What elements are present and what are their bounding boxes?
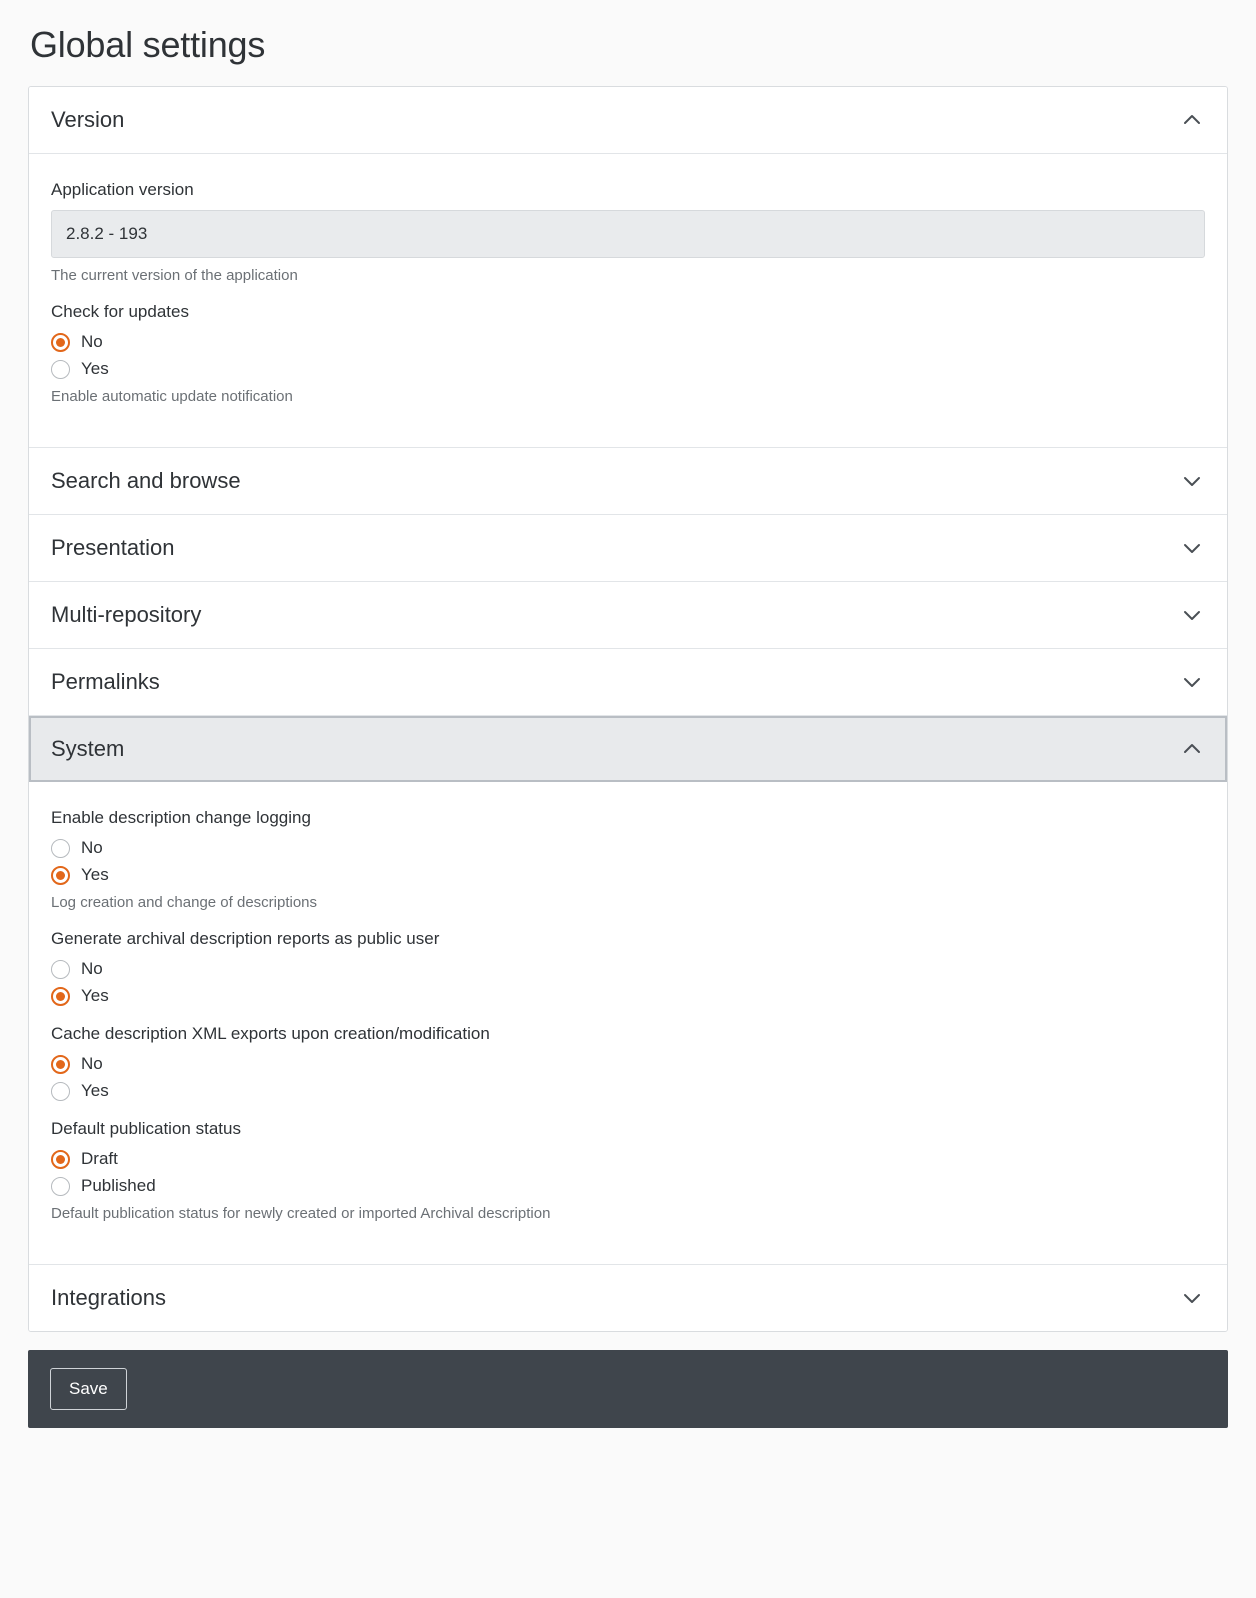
save-button[interactable]: Save: [50, 1368, 127, 1410]
section-header-version[interactable]: [29, 87, 1227, 154]
radio-label: Yes: [81, 1081, 109, 1100]
radio-icon[interactable]: [51, 839, 70, 858]
setting-label: Default publication status: [51, 1119, 241, 1138]
section-body-version: [29, 154, 1227, 448]
radio-label: No: [81, 332, 103, 351]
section-title-multi-repository: Multi-repository: [51, 602, 202, 627]
chevron-up-icon[interactable]: [1179, 736, 1205, 762]
section-header-integrations[interactable]: [29, 1265, 1227, 1331]
radio-icon[interactable]: [51, 360, 70, 379]
radio-publication-status-published[interactable]: [51, 1176, 1205, 1196]
radio-check-updates-yes[interactable]: [51, 359, 1205, 379]
chevron-down-icon[interactable]: [1179, 468, 1205, 494]
application-version-help: The current version of the application: [51, 267, 298, 284]
section-title-version: Version: [51, 107, 125, 132]
settings-panel: [28, 86, 1228, 1332]
radio-icon[interactable]: [51, 1150, 70, 1169]
radio-label: No: [81, 838, 103, 857]
chevron-down-icon[interactable]: [1179, 535, 1205, 561]
radio-icon[interactable]: [51, 1082, 70, 1101]
radio-label: Draft: [81, 1149, 118, 1168]
radio-icon[interactable]: [51, 1177, 70, 1196]
section-title-system: System: [51, 736, 125, 761]
section-title-integrations: Integrations: [51, 1285, 166, 1310]
section-header-system[interactable]: [29, 716, 1227, 782]
radio-icon[interactable]: [51, 960, 70, 979]
radio-public-reports-no[interactable]: [51, 959, 1205, 979]
setting-group-description-change-logging: [51, 808, 1205, 911]
setting-group-reports-as-public-user: [51, 929, 1205, 1006]
chevron-down-icon[interactable]: [1179, 669, 1205, 695]
radio-label: Yes: [81, 359, 109, 378]
chevron-down-icon[interactable]: [1179, 602, 1205, 628]
radio-label: Yes: [81, 865, 109, 884]
setting-group-default-publication-status: [51, 1119, 1205, 1222]
radio-check-updates-no[interactable]: [51, 332, 1205, 352]
application-version-label: Application version: [51, 180, 194, 199]
radio-cache-xml-no[interactable]: [51, 1054, 1205, 1074]
setting-label: Enable description change logging: [51, 808, 311, 827]
radio-label: Yes: [81, 986, 109, 1005]
radio-label: Published: [81, 1176, 156, 1195]
section-header-permalinks[interactable]: [29, 649, 1227, 716]
page-title: Global settings: [30, 24, 266, 65]
check-for-updates-label: Check for updates: [51, 302, 189, 321]
section-header-search-and-browse[interactable]: [29, 448, 1227, 515]
radio-label: No: [81, 959, 103, 978]
check-for-updates-help: Enable automatic update notification: [51, 388, 293, 405]
radio-public-reports-yes[interactable]: [51, 986, 1205, 1006]
section-title-permalinks: Permalinks: [51, 669, 160, 694]
radio-label: No: [81, 1054, 103, 1073]
chevron-down-icon[interactable]: [1179, 1285, 1205, 1311]
radio-icon[interactable]: [51, 333, 70, 352]
section-header-multi-repository[interactable]: [29, 582, 1227, 649]
radio-icon[interactable]: [51, 866, 70, 885]
setting-label: Cache description XML exports upon creation/modification: [51, 1024, 490, 1043]
setting-group-cache-xml-exports: [51, 1024, 1205, 1101]
radio-description-logging-yes[interactable]: [51, 865, 1205, 885]
section-header-presentation[interactable]: [29, 515, 1227, 582]
section-body-system: [29, 782, 1227, 1265]
setting-help: Default publication status for newly created or imported Archival description: [51, 1205, 551, 1222]
radio-publication-status-draft[interactable]: [51, 1149, 1205, 1169]
save-bar: [28, 1350, 1228, 1428]
setting-label: Generate archival description reports as public user: [51, 929, 440, 948]
section-title-search-and-browse: Search and browse: [51, 468, 241, 493]
application-version-input[interactable]: [51, 210, 1205, 258]
radio-cache-xml-yes[interactable]: [51, 1081, 1205, 1101]
radio-icon[interactable]: [51, 1055, 70, 1074]
section-title-presentation: Presentation: [51, 535, 175, 560]
chevron-up-icon[interactable]: [1179, 107, 1205, 133]
setting-help: Log creation and change of descriptions: [51, 894, 318, 911]
radio-icon[interactable]: [51, 987, 70, 1006]
radio-description-logging-no[interactable]: [51, 838, 1205, 858]
